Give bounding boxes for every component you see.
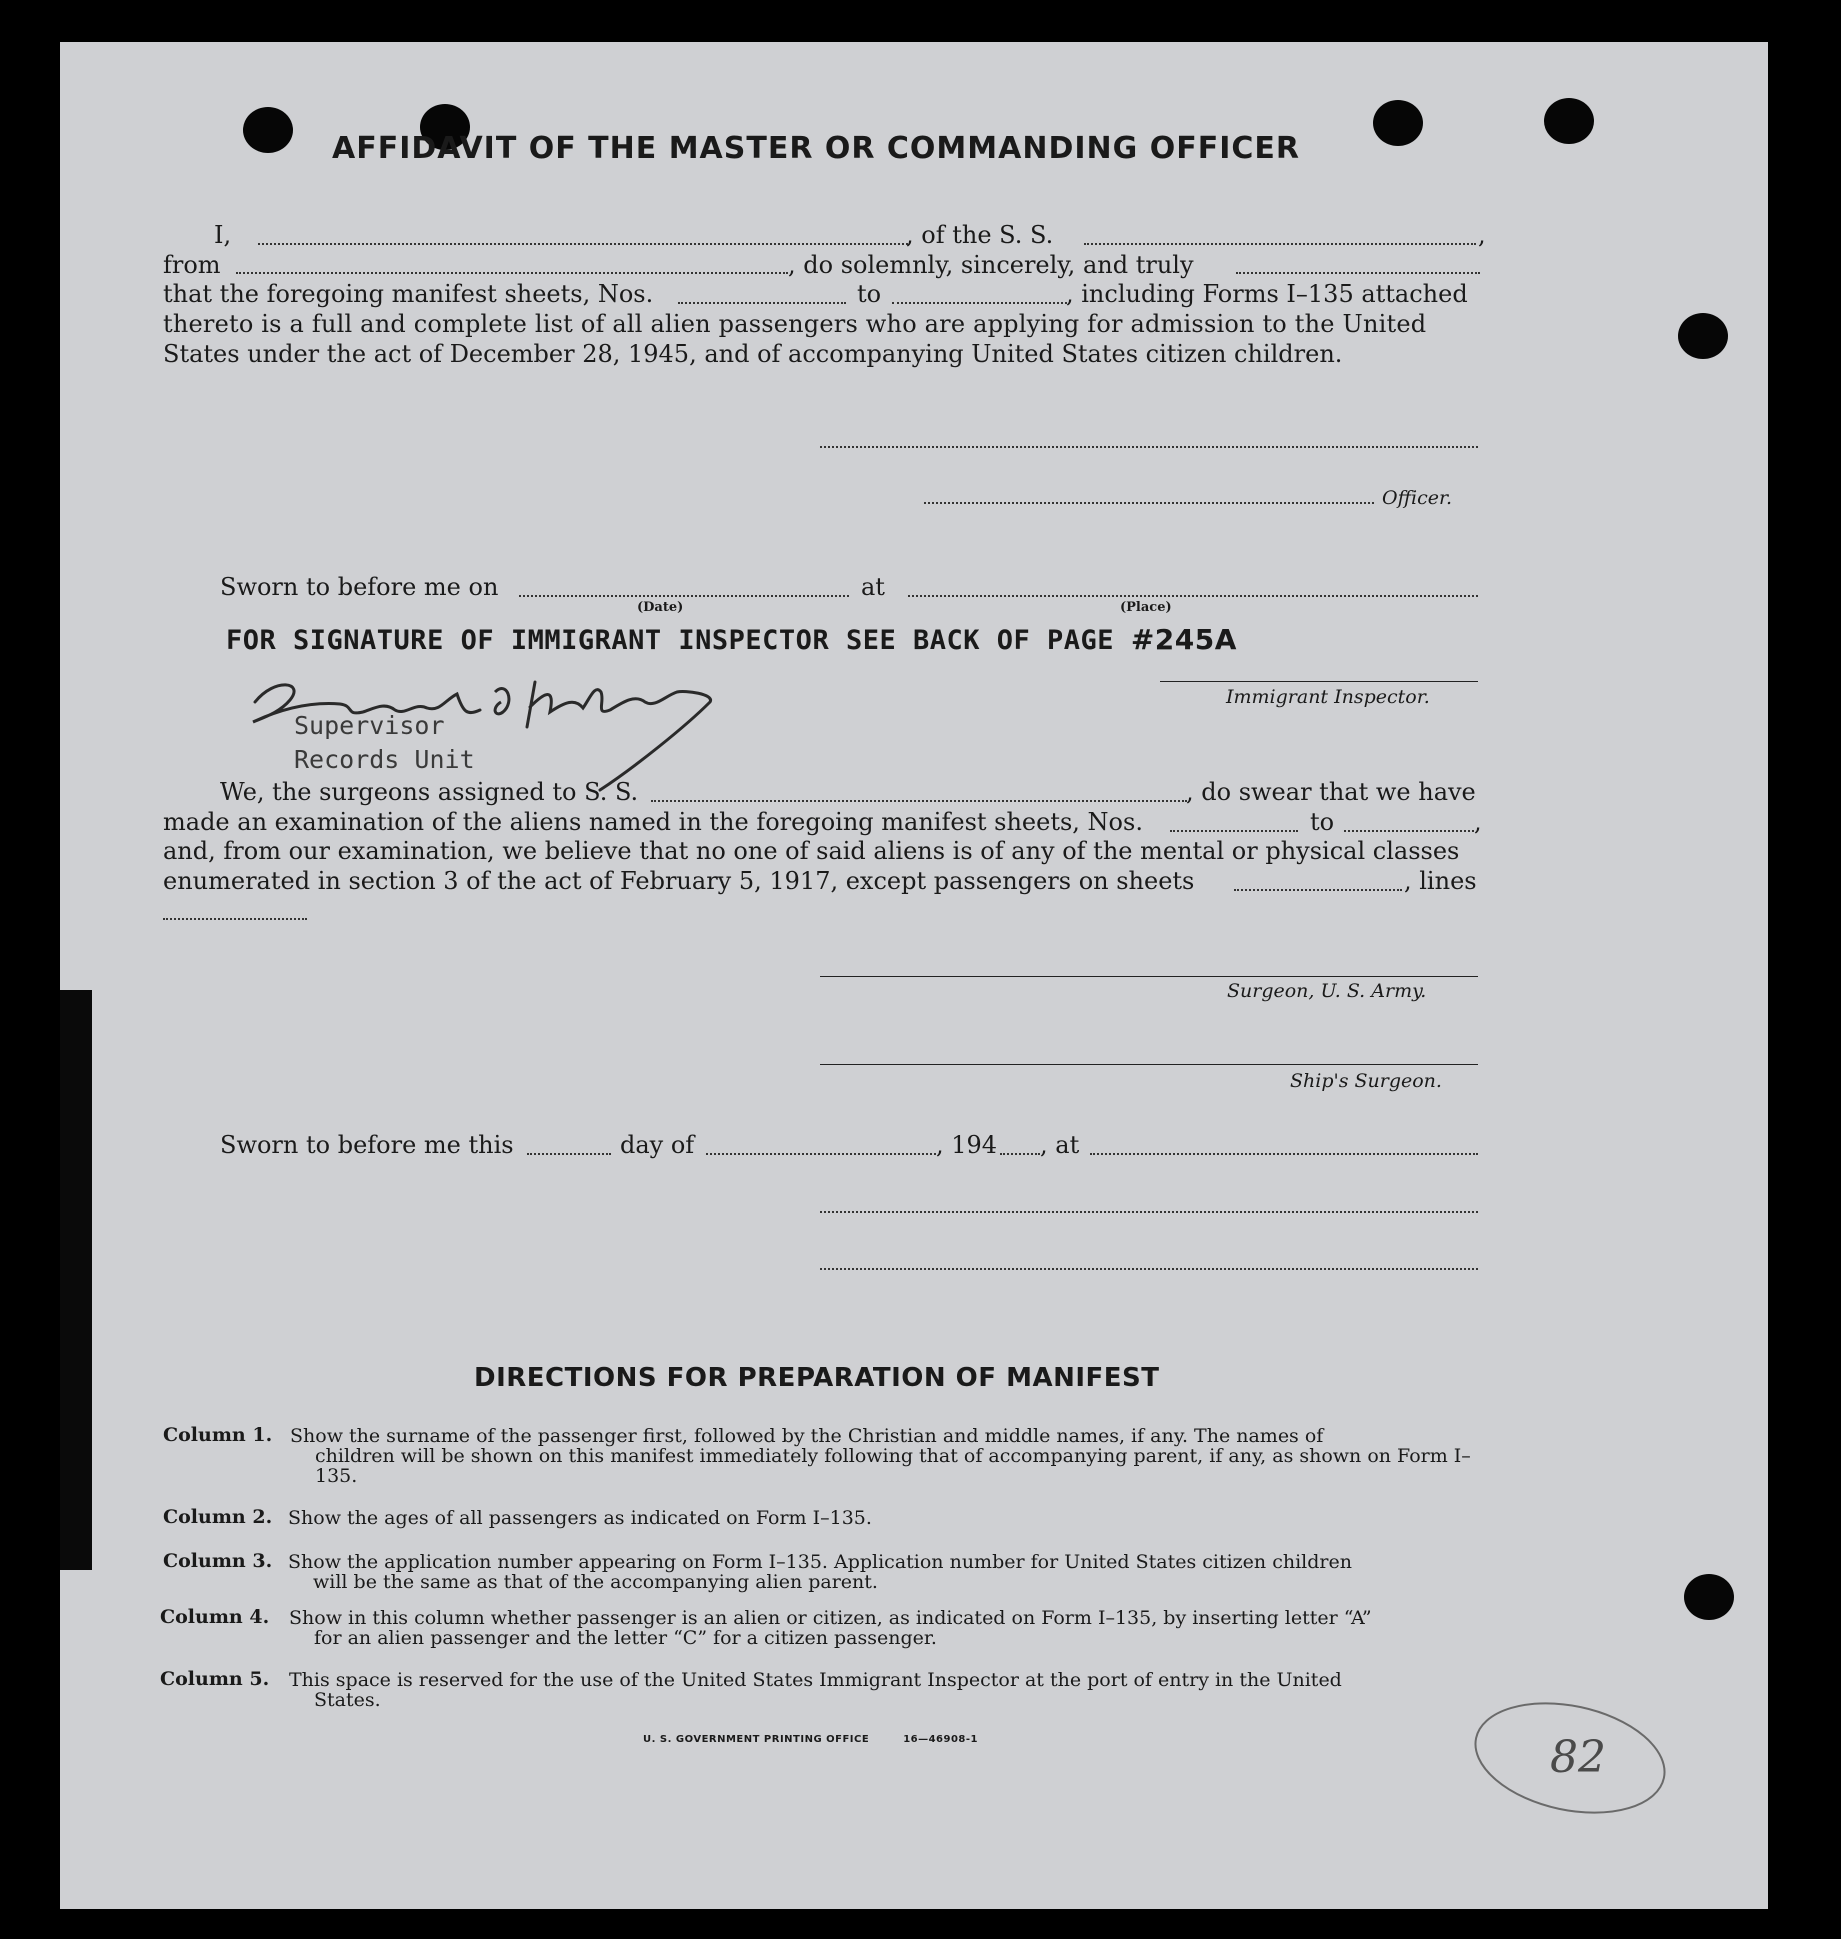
sworn-year-text: , 194: [936, 1131, 998, 1159]
sworn-place-field-2[interactable]: [1090, 1153, 1478, 1155]
surgeon-sheets-to-field[interactable]: [1344, 830, 1474, 832]
direction-column-3: [160, 1550, 1480, 1596]
direction-continuation: States.: [314, 1689, 381, 1711]
affidavit-title: AFFIDAVIT OF THE MASTER OR COMMANDING OFFICER: [332, 131, 1300, 166]
ship-surgeon-label: Ship's Surgeon.: [1290, 1070, 1442, 1092]
direction-continuation: for an alien passenger and the letter “C” for a citizen passenger.: [314, 1627, 937, 1649]
master-name-field[interactable]: [258, 243, 908, 245]
direction-continuation: will be the same as that of the accompanying alien parent.: [313, 1571, 878, 1593]
direction-label: Column 4.: [160, 1606, 270, 1628]
handwritten-page-number: [1470, 1690, 1680, 1820]
punch-hole: [1684, 1574, 1734, 1620]
direction-first-line: This space is reserved for the use of the United States Immigrant Inspector at the port of entry in the United: [289, 1669, 1342, 1691]
inspector-label: Immigrant Inspector.: [1226, 686, 1430, 708]
inspector-signature-line[interactable]: [1160, 681, 1478, 682]
except-lines-field[interactable]: [163, 918, 307, 920]
direction-label: Column 5.: [160, 1668, 270, 1690]
sworn-date-field[interactable]: [519, 595, 849, 597]
except-sheets-field[interactable]: [1234, 889, 1402, 891]
place-caption: (Place): [1120, 600, 1172, 615]
surgeons-line-2a: made an examination of the aliens named in the foregoing manifest sheets, Nos.: [163, 808, 1143, 836]
surgeons-line-2c: ,: [1474, 808, 1482, 836]
officer-signature-line-2[interactable]: [924, 502, 1374, 504]
affidavit-line-5: States under the act of December 28, 1945, and of accompanying United States citizen children.: [163, 340, 1343, 368]
printer-imprint: [643, 1734, 978, 1745]
sworn-day-of-text: day of: [620, 1131, 695, 1159]
surgeons-line-4b-text: , lines: [1404, 867, 1477, 895]
sworn-signature-line-1[interactable]: [820, 1211, 1478, 1213]
affidavit-line-1c: ,: [1478, 221, 1486, 249]
sheets-from-field[interactable]: [678, 302, 846, 304]
stamp-supervisor: Supervisor: [294, 711, 445, 740]
affidavit-line-3a: that the foregoing manifest sheets, Nos.: [163, 280, 654, 308]
sworn-this-text: Sworn to before me this: [220, 1131, 514, 1159]
directions-list: [160, 1424, 1480, 1714]
ship-name-field[interactable]: [1084, 243, 1476, 245]
sworn-signature-line-2[interactable]: [820, 1268, 1478, 1270]
printer-name: U. S. GOVERNMENT PRINTING OFFICE: [643, 1734, 870, 1745]
punch-hole: [1373, 100, 1423, 146]
direction-first-line: Show the surname of the passenger first, followed by the Christian and middle names, if any. The names of: [290, 1425, 1324, 1447]
surgeon-sheets-from-field[interactable]: [1170, 830, 1298, 832]
surgeons-line-1b: , do swear that we have: [1186, 778, 1476, 806]
direction-first-line: Show the application number appearing on Form I–135. Application number for United States citizen children: [288, 1551, 1352, 1573]
direction-label: Column 1.: [163, 1424, 273, 1446]
surgeon-ship-field[interactable]: [651, 800, 1187, 802]
army-surgeon-label: Surgeon, U. S. Army.: [1227, 980, 1427, 1002]
sworn-day-field[interactable]: [527, 1153, 611, 1155]
affidavit-line-3b: to: [857, 280, 882, 308]
page-reference: #245A: [1130, 623, 1237, 656]
officer-signature-line-1[interactable]: [820, 446, 1478, 448]
sworn-month-field[interactable]: [706, 1153, 936, 1155]
direction-label: Column 3.: [163, 1550, 273, 1572]
direction-first-line: Show in this column whether passenger is an alien or citizen, as indicated on Form I–135, by inserting letter “A”: [289, 1607, 1372, 1629]
sworn-year-field[interactable]: [1000, 1153, 1040, 1155]
officer-label: Officer.: [1382, 487, 1453, 509]
affidavit-line-3c: , including Forms I–135 attached: [1066, 280, 1468, 308]
affidavit-line-4: thereto is a full and complete list of all alien passengers who are applying for admission to the United: [163, 310, 1427, 338]
punch-hole: [243, 107, 293, 153]
sworn-place-field[interactable]: [908, 595, 1478, 597]
sworn-at-text-2: , at: [1040, 1131, 1080, 1159]
punch-hole: [1678, 313, 1728, 359]
surgeons-line-1a: We, the surgeons assigned to S. S.: [220, 778, 639, 806]
direction-first-line: Show the ages of all passengers as indicated on Form I–135.: [288, 1507, 872, 1529]
scan-edge-shadow: [60, 990, 92, 1570]
surgeons-line-2b: to: [1310, 808, 1335, 836]
surgeons-line-3: and, from our examination, we believe that no one of said aliens is of any of the mental or physical classes: [163, 837, 1460, 865]
oath-field[interactable]: [1236, 272, 1480, 274]
affidavit-line-2b: , do solemnly, sincerely, and truly: [788, 251, 1194, 279]
directions-title: DIRECTIONS FOR PREPARATION OF MANIFEST: [474, 1363, 1160, 1393]
handwritten-number-text: 82: [1550, 1732, 1606, 1783]
form-number: 16—46908-1: [903, 1734, 979, 1745]
affidavit-line-1b: , of the S. S.: [906, 221, 1054, 249]
direction-column-5: [160, 1668, 1480, 1714]
direction-column-1: [160, 1424, 1480, 1490]
direction-column-2: [160, 1506, 1480, 1550]
inspector-notice: [226, 623, 1237, 656]
sheets-to-field[interactable]: [892, 302, 1067, 304]
direction-column-4: [160, 1606, 1480, 1652]
affidavit-line-2a: from: [163, 251, 221, 279]
sworn-on-text: Sworn to before me on: [220, 573, 499, 601]
ship-surgeon-signature-line[interactable]: [820, 1064, 1478, 1065]
punch-hole: [1544, 98, 1594, 144]
inspector-notice-text: FOR SIGNATURE OF IMMIGRANT INSPECTOR SEE BACK OF PAGE: [226, 625, 1115, 656]
army-surgeon-signature-line[interactable]: [820, 976, 1478, 977]
affidavit-line-1a: I,: [214, 221, 232, 249]
date-caption: (Date): [637, 600, 684, 615]
from-port-field[interactable]: [236, 272, 788, 274]
sworn-at-text: at: [861, 573, 885, 601]
surgeons-line-4a: enumerated in section 3 of the act of February 5, 1917, except passengers on sheets: [163, 867, 1195, 895]
direction-continuation: children will be shown on this manifest immediately following that of accompanying parent, if any, as shown on Form I–135.: [315, 1445, 1471, 1487]
direction-label: Column 2.: [163, 1506, 273, 1528]
stamp-records-unit: Records Unit: [294, 745, 475, 774]
